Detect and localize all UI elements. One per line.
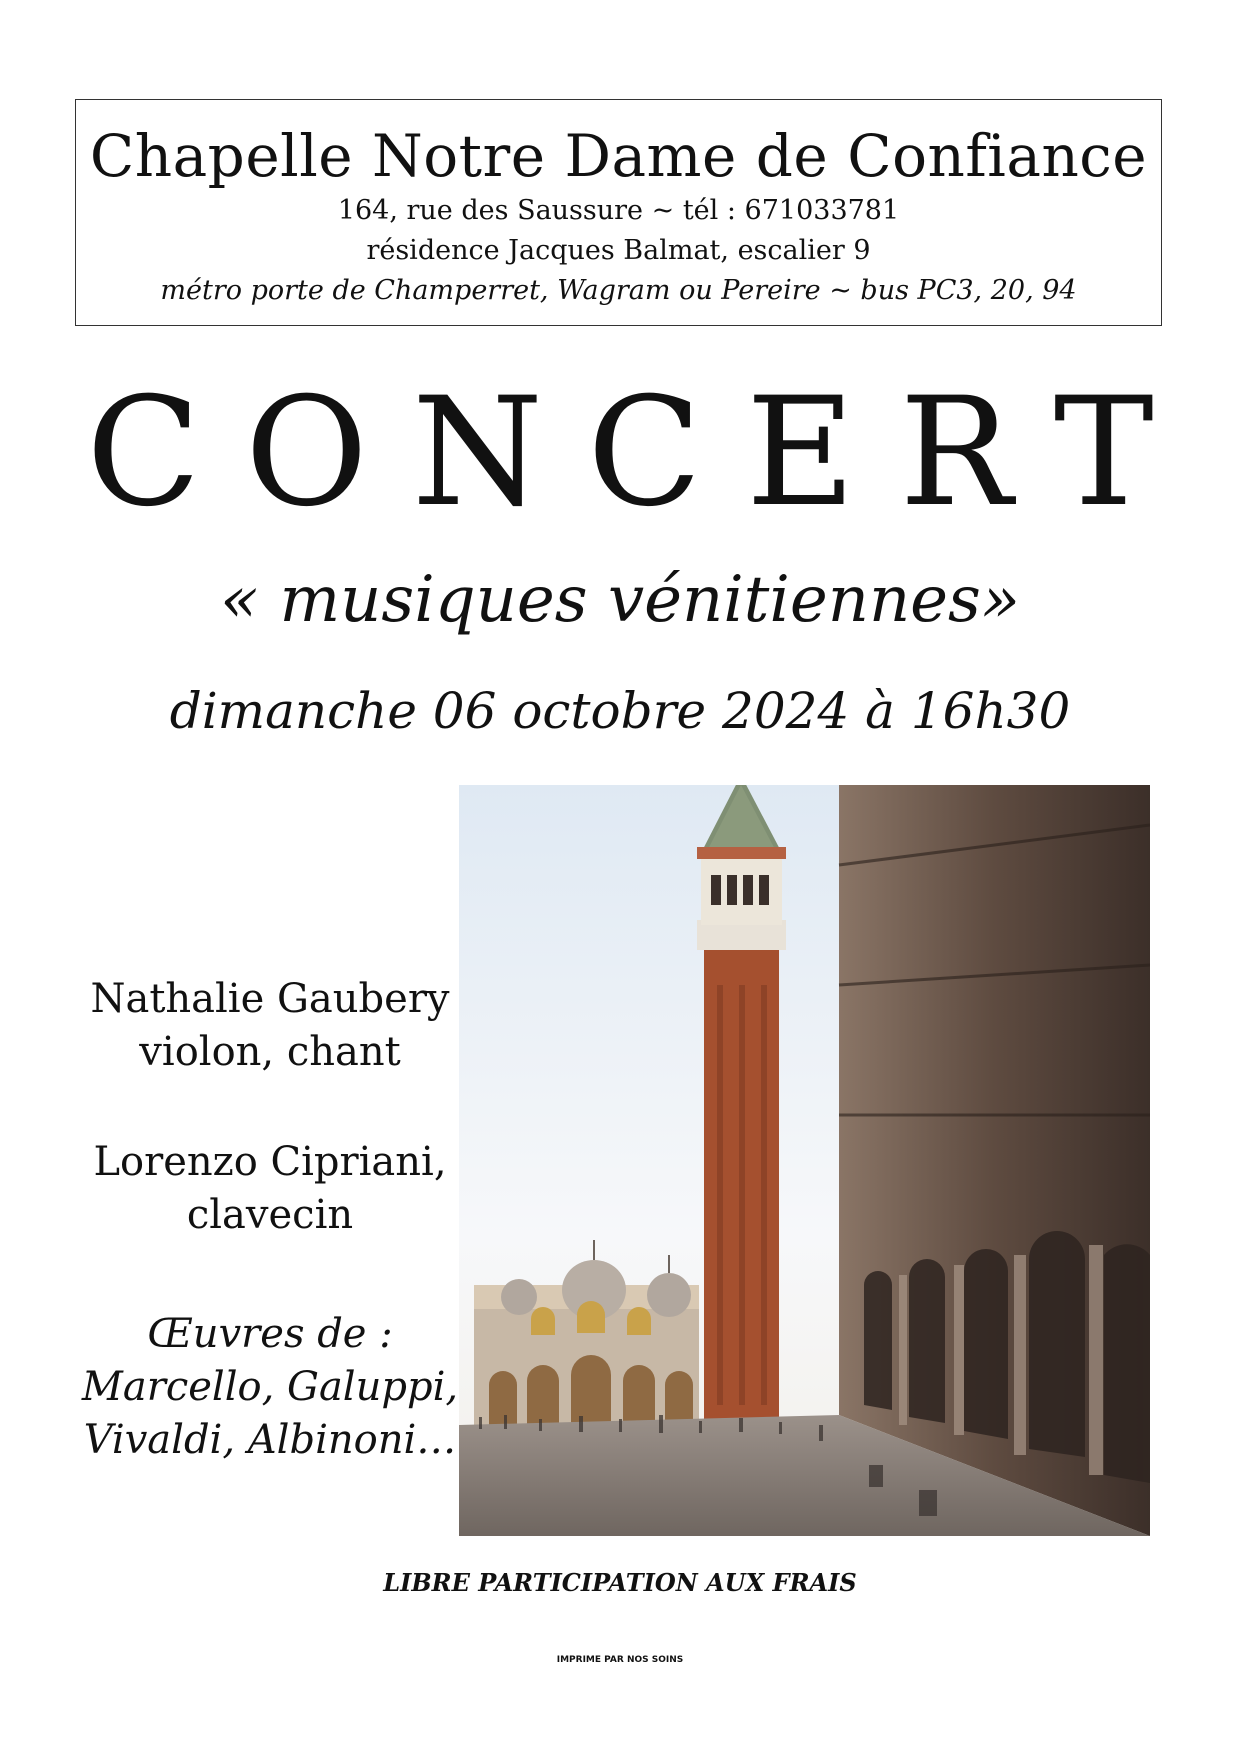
works-line-1: Marcello, Galuppi, [81, 1364, 459, 1410]
performer-1-role: violon, chant [139, 1029, 401, 1075]
campanile [697, 785, 786, 1425]
venue-name: Chapelle Notre Dame de Confiance [89, 122, 1148, 190]
concert-date: dimanche 06 octobre 2024 à 16h30 [169, 682, 1071, 740]
venue-residence: résidence Jacques Balmat, escalier 9 [366, 235, 871, 266]
venice-photo [459, 785, 1150, 1536]
works-heading: Œuvres de : [147, 1311, 393, 1357]
performer-1 [80, 973, 460, 1079]
performer-2-name: Lorenzo Cipriani, [93, 1139, 447, 1185]
arcade [839, 785, 1150, 1536]
performer-1-name: Nathalie Gaubery [90, 976, 450, 1022]
works-line-2: Vivaldi, Albinoni… [83, 1417, 457, 1463]
venue-transport: métro porte de Champerret, Wagram ou Pereire ~ bus PC3, 20, 94 [160, 275, 1077, 306]
participation-note: LIBRE PARTICIPATION AUX FRAIS [383, 1568, 857, 1597]
performer-2-role: clavecin [186, 1192, 354, 1238]
works-list [80, 1308, 460, 1467]
concert-subtitle: « musiques vénitiennes» [219, 563, 1021, 637]
venue-address: 164, rue des Saussure ~ tél : 671033781 [337, 195, 900, 226]
venue-box [75, 99, 1162, 326]
performer-2 [80, 1136, 460, 1242]
concert-title: CONCERT [86, 366, 1198, 540]
printed-note: IMPRIME PAR NOS SOINS [556, 1655, 684, 1665]
